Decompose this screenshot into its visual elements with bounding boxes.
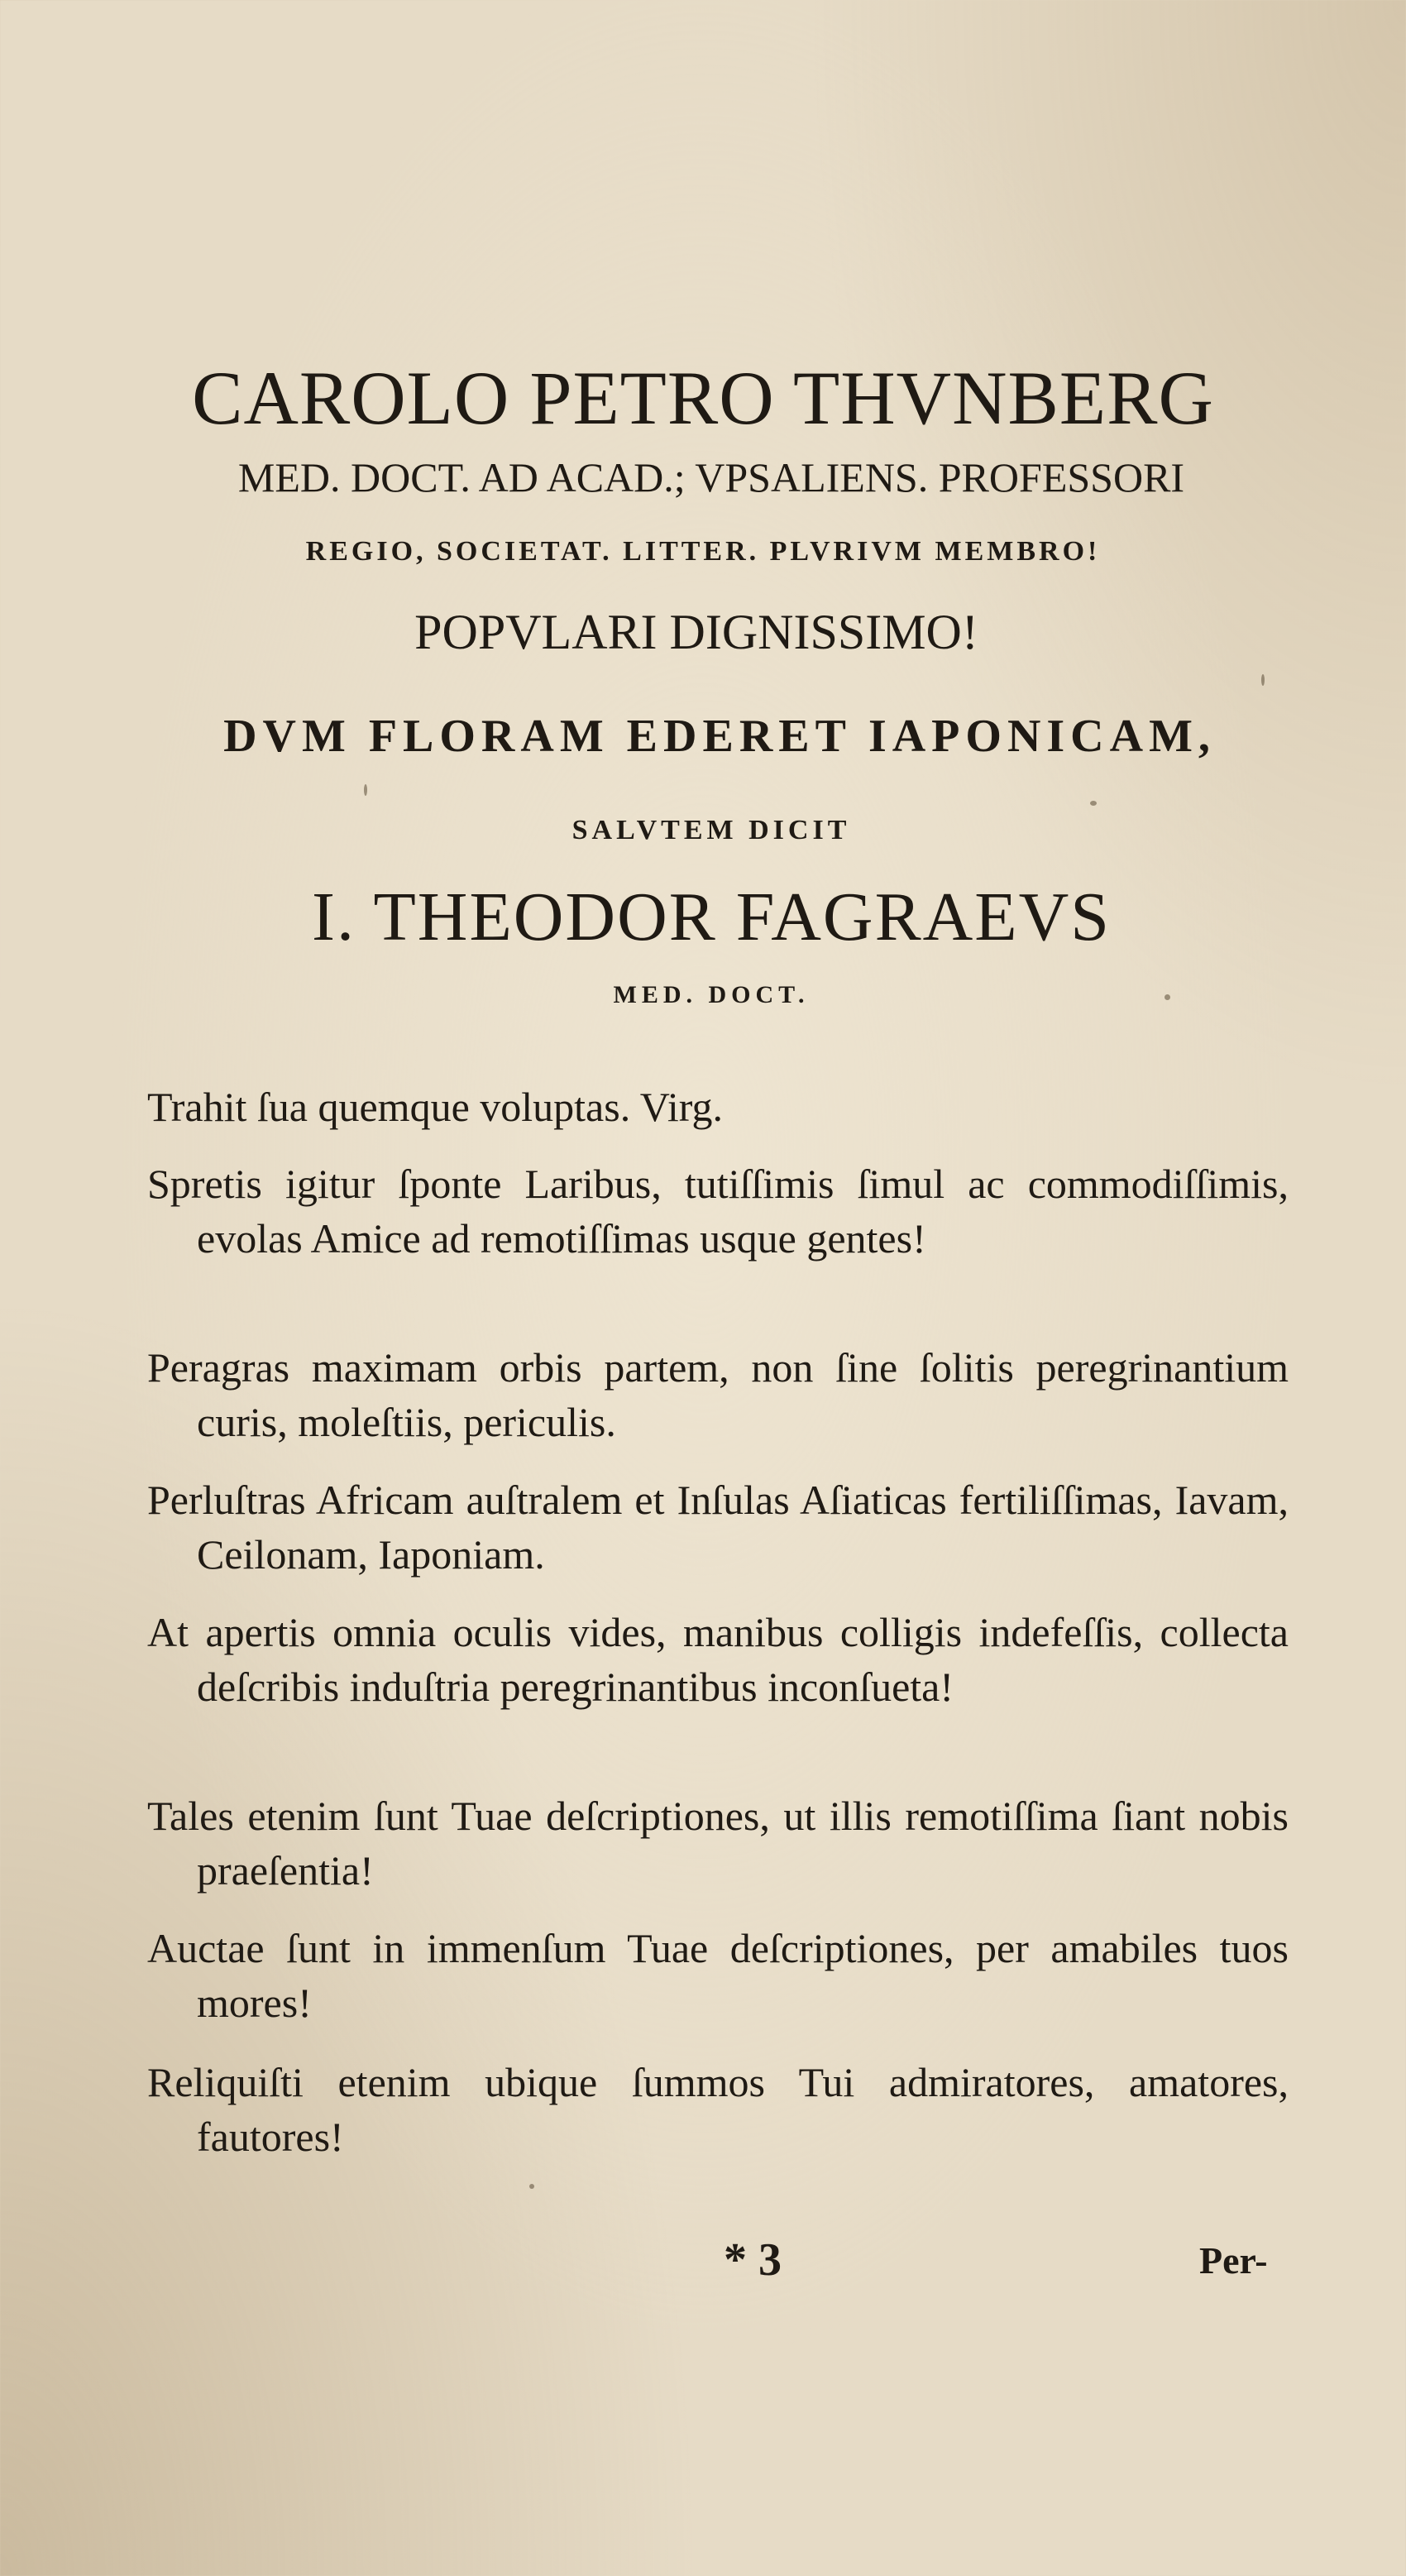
paragraph: Reliquiſti etenim ubique ſummos Tui admiratores, amatores, fautores! [147,2059,1289,2160]
signature-mark: * 3 [724,2234,782,2286]
paragraph-epigraph: Trahit ſua quemque voluptas. Virg. [147,1084,724,1130]
paper-speck [1261,674,1265,686]
paragraph: Tales etenim ſunt Tuae deſcriptiones, ut illis remotiſſima ſiant nobis praeſentia! [147,1793,1289,1894]
dedication-line-2: REGIO, SOCIETAT. LITTER. PLVRIVM MEMBRO! [305,536,1101,567]
paragraph: Auctae ſunt in immenſum Tuae deſcriptiones, per amabiles tuos mores! [147,1925,1289,2026]
dedication-line-1: MED. DOCT. AD ACAD.; VPSALIENS. PROFESSORI [237,454,1185,500]
dedication-line-3: POPVLARI DIGNISSIMO! [414,605,978,659]
paragraph: Spretis igitur ſponte Laribus, tutiſſimis ſimul ac commodiſſimis, evolas Amice ad remotiſſimas usque gentes! [147,1161,1289,1262]
dedication-line-4: DVM FLORAM EDERET IAPONICAM, [223,711,1216,762]
author-name: I. THEODOR FAGRAEVS [312,879,1111,955]
paper-speck [364,784,367,796]
dedication-title: CAROLO PETRO THVNBERG [192,356,1214,440]
author-title: MED. DOCT. [613,981,810,1008]
paper-speck [529,2184,534,2189]
paragraph: Perluſtras Africam auſtralem et Inſulas Aſiaticas fertiliſſimas, Iavam, Ceilonam, Iaponiam. [147,1477,1289,1578]
paragraph: Peragras maximam orbis partem, non ſine ſolitis peregrinantium curis, moleſtiis, periculis. [147,1344,1289,1445]
catchword: Per- [1199,2239,1268,2282]
paper-speck [1164,994,1170,1000]
paragraph: At apertis omnia oculis vides, manibus colligis indefeſſis, collecta deſcribis induſtria peregrinantibus inconſueta! [147,1609,1289,1710]
paper-speck [1090,801,1097,806]
salutation: SALVTEM DICIT [571,815,851,845]
